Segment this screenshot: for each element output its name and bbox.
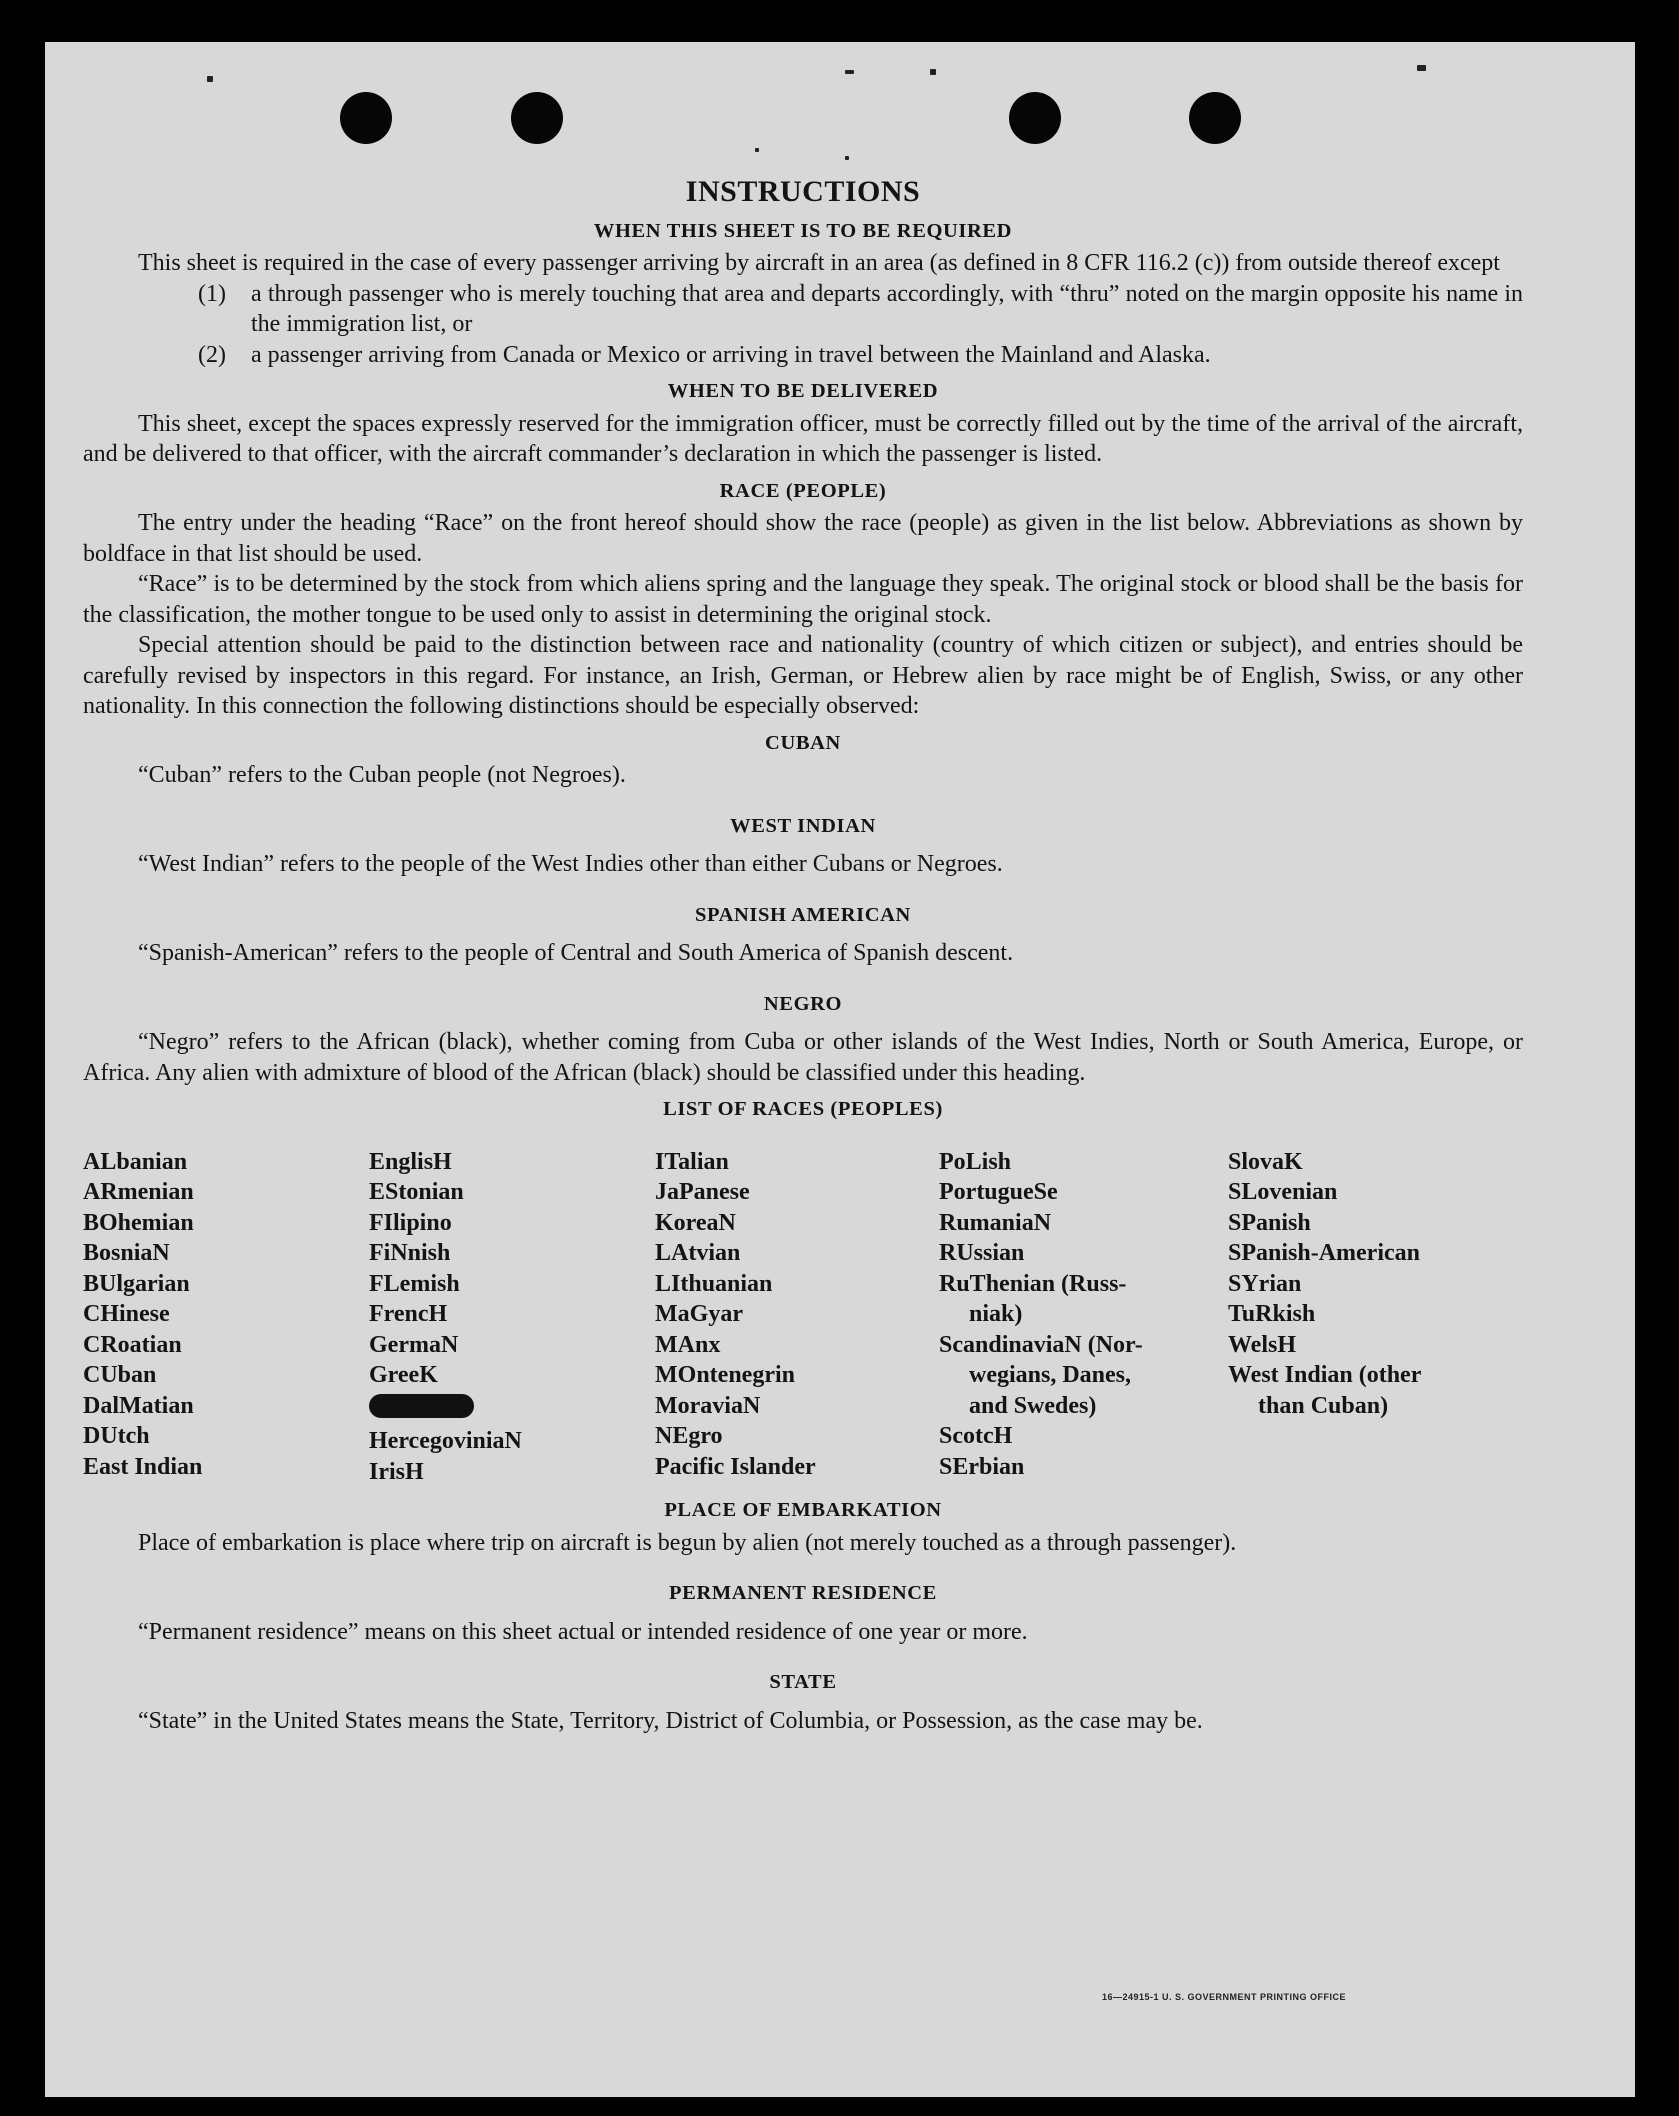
section-heading: NEGRO	[763, 992, 843, 1015]
race-item: BUlgarian	[83, 1270, 190, 1297]
speck	[845, 156, 849, 160]
race-item: SPanish-American	[1228, 1240, 1420, 1266]
section-heading: LIST OF RACES (PEOPLES)	[663, 1098, 943, 1120]
race-item: FLemish	[369, 1270, 460, 1297]
paragraph: “West Indian” refers to the people of the West Indies other than either Cubans or Negroes.	[138, 851, 1003, 877]
race-item: IrisH	[369, 1458, 424, 1485]
race-item: wegians, Danes,	[969, 1362, 1132, 1388]
punch-hole	[1009, 92, 1061, 144]
paragraph: Special attention should be paid to the distinction between race and nationality (country of which citizen or subject), and entries should be carefully revised by inspectors in this regard. For instance, an Irish, German, or Hebrew alien by race might be of English, Swiss, or any other nationality. In this connection the following distinctions should be especially observed:	[83, 632, 1523, 719]
punch-hole	[340, 92, 392, 144]
race-item: BOhemian	[83, 1209, 194, 1236]
paragraph: “Race” is to be determined by the stock from which aliens spring and the language they speak. The original stock or blood shall be the basis for the classification, the mother tongue to be used only to assist in determining the original stock.	[83, 571, 1523, 628]
race-item: SLovenian	[1228, 1179, 1338, 1205]
instructions-text	[83, 177, 1523, 1736]
paragraph: This sheet, except the spaces expressly reserved for the immigration officer, must be correctly filled out by the time of the arrival of the aircraft, and be delivered to that officer, with the aircraft commander’s declaration in which the passenger is listed.	[83, 410, 1523, 467]
race-item: HercegoviniaN	[369, 1428, 522, 1454]
speck	[207, 76, 213, 82]
race-item: East Indian	[83, 1453, 203, 1480]
race-item: FrencH	[369, 1301, 448, 1327]
section-heading: STATE	[769, 1671, 837, 1693]
race-item: KoreaN	[655, 1209, 736, 1236]
race-item: DUtch	[83, 1423, 150, 1449]
paragraph: “Spanish-American” refers to the people of Central and South America of Spanish descent.	[138, 940, 1014, 966]
section-heading: WEST INDIAN	[730, 814, 876, 837]
race-item: CUban	[83, 1362, 157, 1388]
document-page	[45, 42, 1635, 2097]
race-item: GermaN	[369, 1331, 459, 1358]
races-column	[1228, 1147, 1488, 1488]
paragraph: This sheet is required in the case of every passenger arriving by aircraft in an area (as defined in 8 CFR 116.2 (c)) from outside thereof except	[138, 250, 1500, 276]
race-item: ARmenian	[83, 1179, 194, 1205]
race-item: MOntenegrin	[655, 1362, 795, 1388]
item-number: (2)	[198, 341, 226, 368]
races-list	[83, 1147, 1523, 1488]
paragraph: “Cuban” refers to the Cuban people (not Negroes).	[138, 762, 626, 788]
race-item: ScandinaviaN (Nor-	[939, 1331, 1143, 1358]
race-item: FiNnish	[369, 1240, 451, 1266]
speck	[845, 70, 854, 74]
section-heading: CUBAN	[765, 731, 841, 754]
race-item: DalMatian	[83, 1392, 194, 1419]
paragraph: “Negro” refers to the African (black), whether coming from Cuba or other islands of the West Indies, North or South America, Europe, or Africa. Any alien with admixture of blood of the African (black) should be classified under this heading.	[83, 1029, 1523, 1086]
races-column	[939, 1147, 1228, 1488]
punch-hole	[1189, 92, 1241, 144]
race-item: EnglisH	[369, 1148, 452, 1175]
section-heading: WHEN TO BE DELIVERED	[667, 380, 939, 402]
race-item: FIlipino	[369, 1209, 452, 1236]
race-item: CHinese	[83, 1301, 170, 1327]
item-number: (1)	[198, 280, 226, 307]
ink-blot	[369, 1394, 474, 1418]
section-heading: RACE (PEOPLE)	[719, 479, 887, 502]
race-item: SlovaK	[1228, 1148, 1303, 1175]
speck	[930, 69, 936, 75]
paragraph: “State” in the United States means the State, Territory, District of Columbia, or Possession, as the case may be.	[138, 1707, 1203, 1734]
race-item: TuRkish	[1228, 1301, 1316, 1327]
races-column	[83, 1147, 369, 1488]
race-item: RumaniaN	[939, 1209, 1052, 1236]
race-item: MoraviaN	[655, 1392, 761, 1419]
punch-hole	[511, 92, 563, 144]
item-text: a through passenger who is merely touching that area and departs accordingly, with “thru” noted on the margin opposite his name in the immigration list, or	[251, 280, 1523, 337]
race-item: ALbanian	[83, 1148, 188, 1175]
race-item: RuThenian (Russ-	[939, 1270, 1127, 1297]
paragraph: Place of embarkation is place where trip on aircraft is begun by alien (not merely touched as a through passenger).	[138, 1529, 1237, 1556]
speck	[755, 148, 759, 152]
race-item: SErbian	[939, 1453, 1025, 1480]
page-title: INSTRUCTIONS	[685, 175, 921, 208]
race-item: JaPanese	[655, 1179, 750, 1205]
race-item: WelsH	[1228, 1331, 1297, 1358]
paragraph: “Permanent residence” means on this sheet actual or intended residence of one year or more.	[138, 1618, 1028, 1645]
section-heading: WHEN THIS SHEET IS TO BE REQUIRED	[593, 219, 1013, 242]
section-heading: PERMANENT RESIDENCE	[669, 1582, 937, 1604]
printer-imprint: 16—24915-1 U. S. GOVERNMENT PRINTING OFFICE	[1102, 1992, 1347, 2002]
race-item: Pacific Islander	[655, 1453, 816, 1480]
section-heading: SPANISH AMERICAN	[695, 903, 911, 926]
section-heading: PLACE OF EMBARKATION	[664, 1499, 942, 1521]
race-item: GreeK	[369, 1362, 438, 1388]
race-item: ITalian	[655, 1148, 729, 1175]
race-item: ScotcH	[939, 1423, 1013, 1449]
race-item: niak)	[969, 1301, 1023, 1327]
race-item: PortugueSe	[939, 1179, 1058, 1205]
race-item: SPanish	[1228, 1209, 1311, 1236]
race-item: NEgro	[655, 1423, 723, 1449]
race-item: than Cuban)	[1258, 1392, 1389, 1419]
race-item: PoLish	[939, 1148, 1012, 1175]
race-item: LIthuanian	[655, 1270, 773, 1297]
races-column	[655, 1147, 939, 1488]
enumerated-item	[198, 279, 1523, 340]
speck	[1417, 65, 1426, 71]
race-item: RUssian	[939, 1240, 1025, 1266]
race-item: MaGyar	[655, 1301, 743, 1327]
race-item	[369, 1391, 655, 1427]
race-item: SYrian	[1228, 1270, 1302, 1297]
race-item: EStonian	[369, 1179, 464, 1205]
race-item: West Indian (other	[1228, 1362, 1422, 1388]
race-item: CRoatian	[83, 1331, 182, 1358]
races-column	[369, 1147, 655, 1488]
race-item: and Swedes)	[969, 1392, 1097, 1419]
race-item: MAnx	[655, 1331, 721, 1358]
item-text: a passenger arriving from Canada or Mexico or arriving in travel between the Mainland and Alaska.	[251, 341, 1211, 368]
paragraph: The entry under the heading “Race” on the front hereof should show the race (people) as given in the list below. Abbreviations as shown by boldface in that list should be used.	[83, 510, 1523, 567]
race-item: BosniaN	[83, 1240, 170, 1266]
race-item: LAtvian	[655, 1240, 741, 1266]
enumerated-item	[198, 340, 1523, 371]
